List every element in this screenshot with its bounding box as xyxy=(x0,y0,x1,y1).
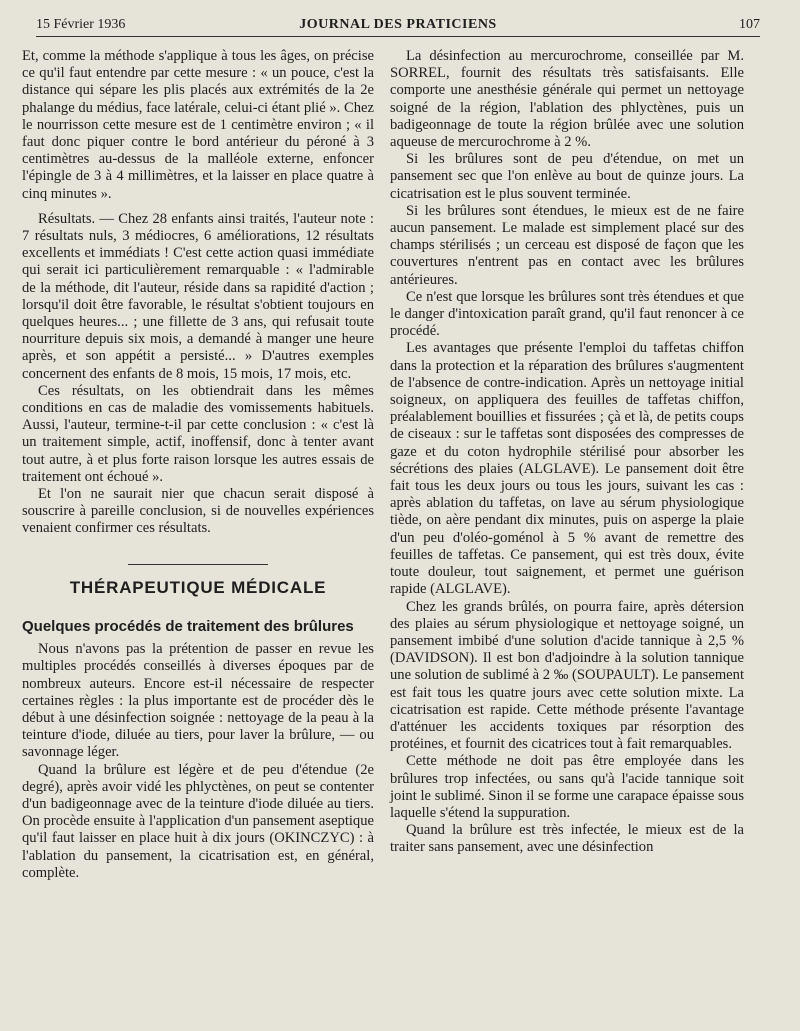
left-column xyxy=(22,48,374,882)
paragraph: La désinfection au mercurochrome, conseillée par M. SORREL, fournit des résultats très satisfaisants. Elle comporte une anesthésie générale qui permet un nettoyage soigné de la région, l'ablation des phlyctènes, puis un badigeonnage de toute la région brûlée avec une solution aqueuse de mercurochrome à 2 %. xyxy=(390,48,744,151)
section-title: THÉRAPEUTIQUE MÉDICALE xyxy=(69,577,327,597)
paragraph: Quand la brûlure est très infectée, le mieux est de la traiter sans pansement, avec une désinfection xyxy=(390,822,744,856)
running-header xyxy=(36,14,760,37)
paragraph: Ces résultats, on les obtiendrait dans les mêmes conditions en cas de maladie des vomissements habituels. Aussi, l'auteur, termine-t-il par cette conclusion : « c'est là un traitement simple, actif, inoffensif, donc à tenter avant tout autre, à et plus forte raison lorsque les autres essais de traitement ont échoué ». xyxy=(22,382,374,485)
section-divider xyxy=(128,564,268,565)
right-column xyxy=(390,48,744,857)
paragraph: Nous n'avons pas la prétention de passer en revue les multiples procédés conseillés à diverses époques par de nombreux auteurs. Encore est-il nécessaire de respecter certaines règles : la plus importante est de procéder dès le début à une désinfection soignée : nettoyage de la peau à la teinture d'iode, diluée au tiers, pour laver la brûlure, — ou savonnage léger. xyxy=(22,641,374,761)
header-journal-title: JOURNAL DES PRATICIENS xyxy=(299,17,497,32)
paragraph: Si les brûlures sont étendues, le mieux est de ne faire aucun pansement. Le malade est simplement placé sur des champs stérilisés ; un cerceau est disposé de façon que les couvertures n'entrent pas en contact avec les brûlures antérieures. xyxy=(390,202,744,288)
paragraph: Ce n'est que lorsque les brûlures sont très étendues et que le danger d'intoxication paraît grand, qu'il faut renoncer à ce procédé. xyxy=(390,288,744,340)
paragraph: Quand la brûlure est légère et de peu d'étendue (2e degré), après avoir vidé les phlyctènes, on peut se contenter d'un badigeonnage avec de la teinture d'iode diluée au tiers. On procède ensuite à l'application d'un pansement aseptique qu'il faut laisser en place huit à dix jours (OKINCZYC) : à l'ablation du pansement, la cicatrisation est, en général, complète. xyxy=(22,761,374,881)
paragraph: Et l'on ne saurait nier que chacun serait disposé à souscrire à pareille conclusion, si de nouvelles expériences venaient confirmer ces résultats. xyxy=(22,486,374,537)
header-page-number: 107 xyxy=(739,17,760,32)
paragraph: Résultats. — Chez 28 enfants ainsi traités, l'auteur note : 7 résultats nuls, 3 médiocres, 6 améliorations, 12 résultats excellents et immédiats ! C'est cette action quasi immédiate qui serait ici particulièrement remarquable : « l'admirable de la méthode, dit l'auteur, réside dans sa rapidité d'action ; lorsqu'il doit être favorable, le résultat s'obtient toujours en quelques heures... ; une fillette de 3 ans, qui refusait toute nourriture depuis six mois, a demandé à manger une heure après, et son appétit a persisté... » D'autres exemples concernent des enfants de 8 mois, 15 mois, 17 mois, etc. xyxy=(22,210,374,382)
header-date: 15 Février 1936 xyxy=(36,17,126,32)
article-title: Quelques procédés de traitement des brûlures xyxy=(22,617,354,635)
paragraph: Et, comme la méthode s'applique à tous les âges, on précise ce qu'il faut entendre par cette mesure : « un pouce, c'est la distance qui sépare les plis placés aux extrémités de la 2e phalange du médius, face latérale, celui-ci étant plié ». Chez le nourrisson cette mesure est de 1 centimètre environ ; « il faut donc piquer contre le bord antérieur du péroné à 3 centimètres au-dessus de la malléole externe, enfoncer l'épingle de 3 à 4 millimètres, et la laisser en place quatre à cinq minutes ». xyxy=(22,48,374,202)
paragraph: Les avantages que présente l'emploi du taffetas chiffon dans la protection et la réparation des brûlures s'augmentent de l'absence de contre-indication. Après un nettoyage initial soigneux, on appliquera des feuilles de taffetas chiffon, préalablement bouillies et fissurées ; çà et là, de petits coups de ciseaux : sur le taffetas sont disposées des compresses de gaze et du coton hydrophile stérilisé pour absorber les sécrétions des plaies (ALGLAVE). Le pansement doit être fait tous les deux jours ou tous les jours, suivant les cas : après ablation du taffetas, on lave au sérum physiologique tiède, on aère pendant dix minutes, puis on asperge la plaie d'un peu d'oléo-goménol à 5 % avant de remettre des feuilles de taffetas. Ce pansement, qui est très doux, évite toute douleur, tout saignement, et permet une guérison rapide (ALGLAVE). xyxy=(390,340,744,598)
paragraph: Cette méthode ne doit pas être employée dans les brûlures trop infectées, ou sans qu'à l'acide tannique soit joint le sublimé. Sinon il se forme une carapace épaisse sous laquelle s'étend la suppuration. xyxy=(390,753,744,821)
paragraph: Si les brûlures sont de peu d'étendue, on met un pansement sec que l'on enlève au bout de quinze jours. La cicatrisation est le plus souvent terminée. xyxy=(390,151,744,202)
paragraph: Chez les grands brûlés, on pourra faire, après détersion des plaies au sérum physiologique et nettoyage soigné, un pansement imbibé d'une solution d'acide tannique à 2,5 % (DAVIDSON). Il est bon d'adjoindre à la solution tannique une solution de sublimé à 2 ‰ (SOUPAULT). Le pansement est fait tous les quatre jours avec cette solution mixte. La cicatrisation est rapide. Cette méthode présente l'avantage d'atténuer les accidents toxiques par résorption des protéines, et fournit des cicatrices tout à fait remarquables. xyxy=(390,598,744,753)
